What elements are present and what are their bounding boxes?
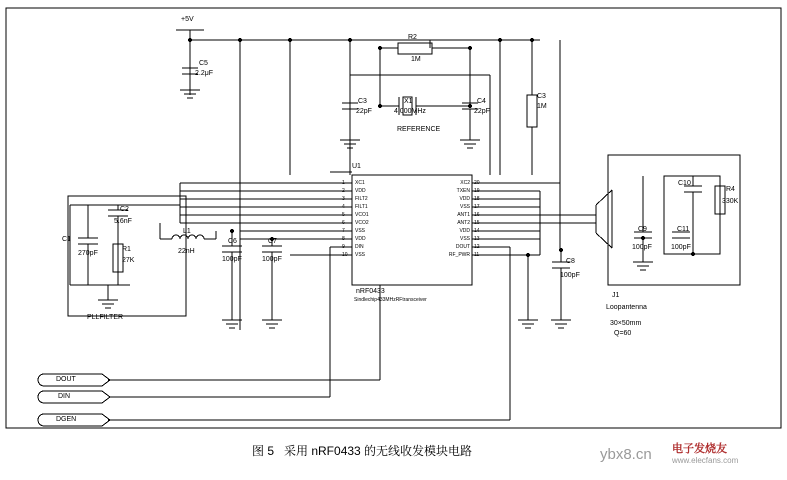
label-j1: J1 — [612, 292, 620, 299]
label-c8: C8 — [566, 258, 575, 265]
ic-pin-number-9: 9 — [342, 244, 345, 250]
label-x1: X1 — [404, 98, 413, 105]
ic-pin-number-11: 11 — [474, 252, 480, 258]
ic-pin-label-vdd: VDD — [459, 196, 470, 202]
ic-pin-label-rf_pwr: RF_PWR — [448, 252, 470, 258]
label-r1-value: 27K — [122, 257, 135, 264]
label-c3b-value: 1M — [537, 103, 547, 110]
label-c4: C4 — [477, 98, 486, 105]
label-c3b: C3 — [537, 93, 546, 100]
ic-pin-number-12: 12 — [474, 244, 480, 250]
ic-pin-number-20: 20 — [474, 180, 480, 186]
connector-dgen-label: DGEN — [56, 416, 77, 423]
ic-pin-number-6: 6 — [342, 220, 345, 226]
label-c7: C7 — [268, 238, 277, 245]
ic-pin-number-10: 10 — [342, 252, 348, 258]
label-r4-value: 330K — [722, 198, 739, 205]
label-c7-value: 100pF — [262, 256, 282, 263]
ic-pin-number-15: 15 — [474, 220, 480, 226]
label-c4-value: 22pF — [474, 108, 490, 115]
label-c6-value: 100pF — [222, 256, 242, 263]
label-u1: U1 — [352, 163, 361, 170]
watermark-brand: 电子发烧友 — [672, 443, 727, 455]
label-c2-value: 5.6nF — [114, 218, 132, 225]
ic-pin-number-3: 3 — [342, 196, 345, 202]
label-r2-value: 1M — [411, 56, 421, 63]
ic-pin-number-2: 2 — [342, 188, 345, 194]
label-reference: REFERENCE — [397, 126, 441, 133]
ic-pin-label-vss: VSS — [459, 204, 470, 210]
label-c3-value: 22pF — [356, 108, 372, 115]
ic-pin-label-ant2: ANT2 — [457, 220, 470, 226]
label-c1-value: 270pF — [78, 250, 98, 257]
connector-dout-label: DOUT — [56, 376, 76, 383]
ic-pin-number-14: 14 — [474, 228, 480, 234]
ic-pin-label-vdd: VDD — [355, 236, 366, 242]
ic-pin-number-18: 18 — [474, 196, 480, 202]
label-j1-q: Q=60 — [614, 330, 632, 337]
ic-pin-number-4: 4 — [342, 204, 345, 210]
label-c6: C6 — [228, 238, 237, 245]
ic-pin-label-filt2: FILT2 — [355, 196, 368, 202]
ic-pin-number-19: 19 — [474, 188, 480, 194]
ic-pin-label-vss: VSS — [355, 228, 366, 234]
label-c11: C11 — [677, 226, 690, 233]
label-ic-name: nRF0433 — [356, 288, 385, 295]
ic-pin-label-txen: TXEN — [456, 188, 470, 194]
figure-caption: 图 5 采用 nRF0433 的无线收发模块电路 — [252, 444, 473, 458]
watermark-left: ybx8.cn — [600, 446, 652, 463]
label-j1-name: Loopantenna — [606, 304, 647, 311]
label-c5-value: 2.2μF — [195, 70, 214, 77]
label-l1: L1 — [183, 228, 191, 235]
ic-pin-number-16: 16 — [474, 212, 480, 218]
ic-pin-number-5: 5 — [342, 212, 345, 218]
label-pllfilter: PLLFILTER — [87, 314, 124, 321]
label-c9: C9 — [638, 226, 647, 233]
label-r4: R4 — [726, 186, 735, 193]
ic-pin-label-vdd: VDD — [355, 188, 366, 194]
ic-pin-label-ant1: ANT1 — [457, 212, 470, 218]
ic-pin-number-8: 8 — [342, 236, 345, 242]
ic-pin-number-1: 1 — [342, 180, 345, 186]
ic-pin-label-vss: VSS — [355, 252, 366, 258]
label-r2: R2 — [408, 34, 417, 41]
ic-pin-label-xc2: XC2 — [460, 180, 470, 186]
label-c3: C3 — [358, 98, 367, 105]
ic-pin-label-din: DIN — [355, 244, 364, 250]
label-c11-value: 100pF — [671, 244, 691, 251]
ic-pin-label-filt1: FILT1 — [355, 204, 368, 210]
watermark-url: www.elecfans.com — [672, 456, 739, 465]
label-c8-value: 100pF — [560, 272, 580, 279]
ic-pin-label-dout: DOUT — [455, 244, 470, 250]
ic-pin-number-13: 13 — [474, 236, 480, 242]
ic-pin-label-vco2: VCO2 — [355, 220, 369, 226]
label-c1: C1 — [62, 236, 71, 243]
label-supply: +5V — [181, 16, 194, 23]
ic-pin-label-vdd: VDD — [459, 228, 470, 234]
label-r1: R1 — [122, 246, 131, 253]
ic-pin-label-vss: VSS — [459, 236, 470, 242]
label-c9-value: 100pF — [632, 244, 652, 251]
label-ic-desc: Sindlechip433MHzRFtransceiver — [354, 297, 427, 303]
ic-pin-number-7: 7 — [342, 228, 345, 234]
ic-pin-number-17: 17 — [474, 204, 480, 210]
label-c5: C5 — [199, 60, 208, 67]
connector-din-label: DIN — [58, 393, 71, 400]
ic-pin-label-vco1: VCO1 — [355, 212, 369, 218]
ic-pin-label-xc1: XC1 — [355, 180, 365, 186]
label-l1-value: 22nH — [178, 248, 195, 255]
label-c2: C2 — [120, 206, 129, 213]
label-c10: C10 — [678, 180, 691, 187]
label-x1-value: 4.000MHz — [394, 108, 426, 115]
label-j1-size: 30×50mm — [610, 320, 642, 327]
